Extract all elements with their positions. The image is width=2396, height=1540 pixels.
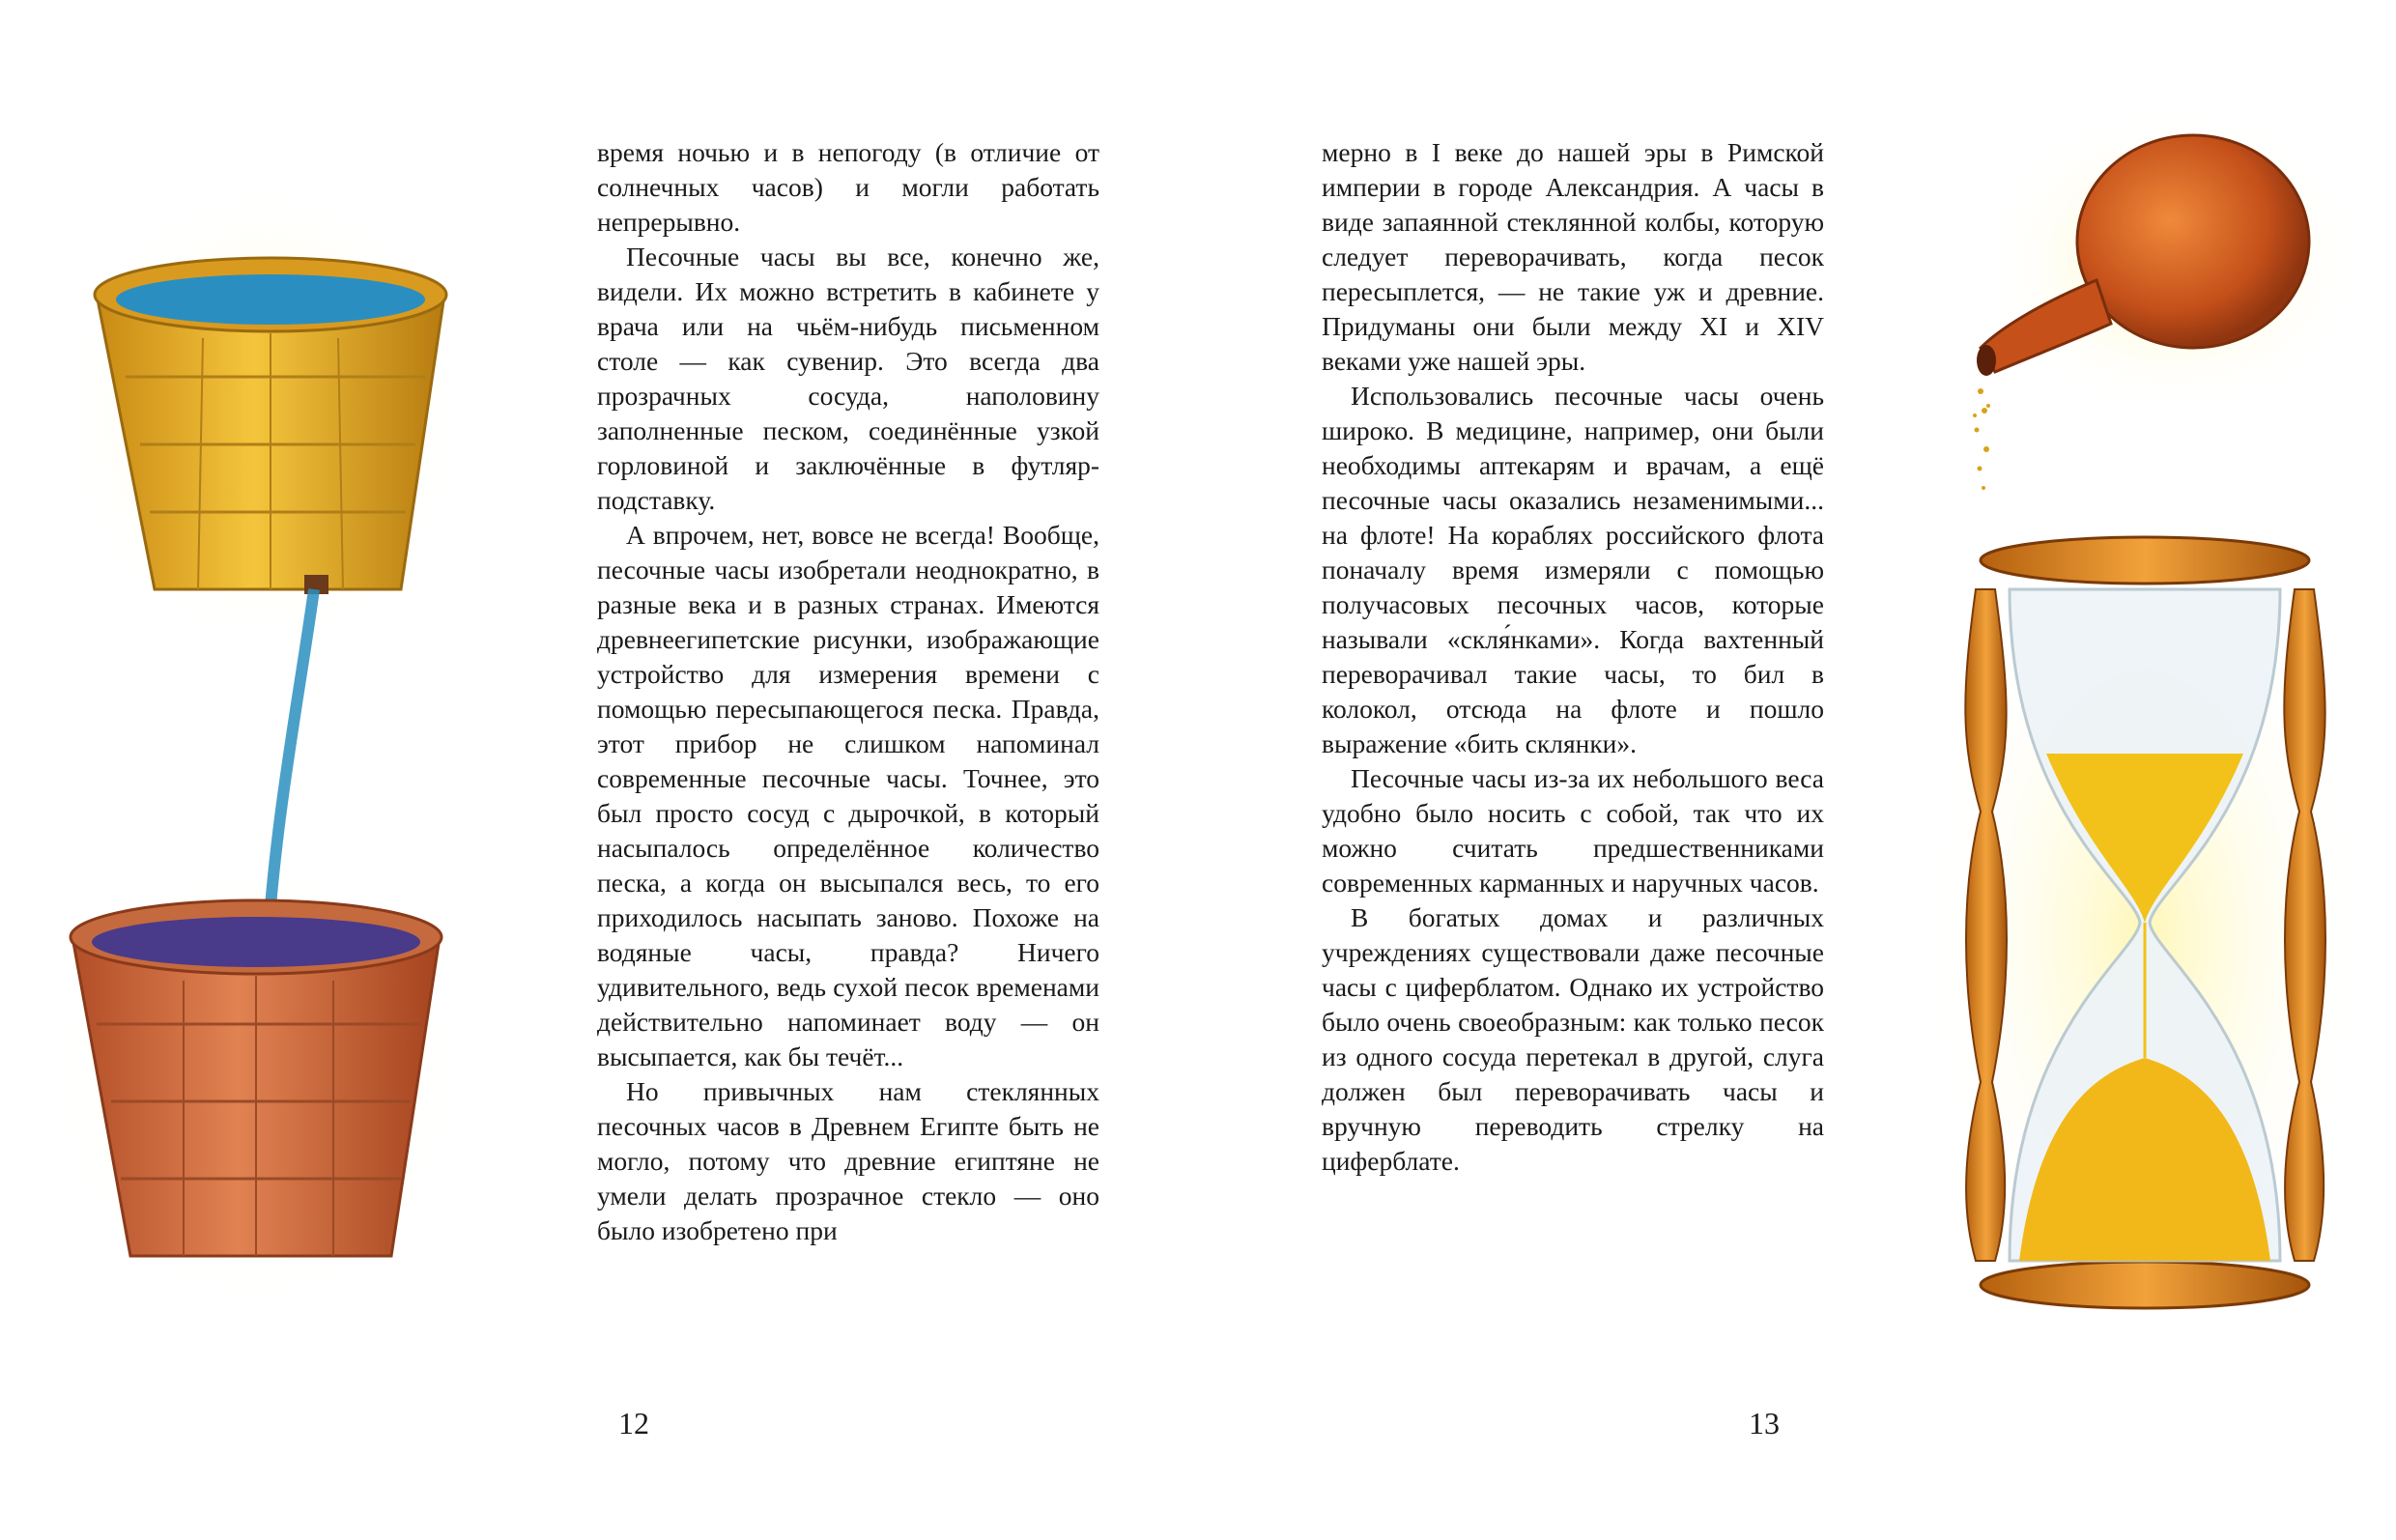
paragraph: Песочные часы из-за их небольшого веса удобно было носить с собой, так что их можно считать предшественниками современных карманных и наручных часов.: [1322, 763, 1824, 898]
paragraph: Использовались песочные часы очень широко. В медицине, например, они были необходимы аптекарям и врачам, а ещё песочные часы оказались незаменимыми... на флоте! На кораблях российского флота поначалу время измеряли с помощью получасовых песочных часов, которые называли «скля́нками». Когда вахтенный переворачивал такие часы, то бил в колокол, отсюда на флоте и пошло выражение «бить склянки».: [1322, 381, 1824, 758]
falling-sand: [1973, 388, 1990, 490]
flask-hourglass-illustration: [1903, 116, 2367, 1314]
paragraph: время ночью и в непогоду (в отличие от солнечных часов) и могли работать непрерывно.: [597, 137, 1099, 237]
water-clock-illustration: [58, 164, 473, 1304]
page-number: 12: [618, 1406, 649, 1440]
lower-water-vessel: [71, 900, 442, 1256]
upper-water-vessel: [95, 258, 446, 594]
paragraph: Но привычных нам стеклянных песочных часов в Древнем Египте быть не могло, потому что древние египтяне не умели делать прозрачное стекло — оно было изобретено при: [597, 1076, 1099, 1245]
paragraph: В богатых домах и различных учреждениях существовали даже песочные часы с циферблатом. Однако их устройство было очень своеобразным: как только песок из одного сосуда перетекал в другой, слуга должен был переворачивать часы и вручную переводить стрелку на циферблате.: [1322, 902, 1824, 1176]
paragraph: Песочные часы вы все, конечно же, видели. Их можно встретить в кабинете у врача или на чьём-нибудь письменном столе — как сувенир. Это всегда два прозрачных сосуда, наполовину заполненные песком, соединённые узкой горловиной и заключённые в футляр-подставку.: [597, 242, 1099, 515]
paragraph: А впрочем, нет, вовсе не всегда! Вообще, песочные часы изобретали неоднократно, в разные века и в разных странах. Имеются древнеегипетские рисунки, изображающие устройство для измерения времени с помощью пересыпающегося песка. Правда, этот прибор не слишком напоминал современные песочные часы. Точнее, это был просто сосуд с дырочкой, в который насыпалось определённое количество песка, а когда он высыпался весь, то его приходилось насыпать заново. Похоже на водяные часы, правда? Ничего удивительного, ведь сухой песок временами действительно напоминает воду — он высыпается, как бы течёт...: [597, 520, 1099, 1071]
paragraph: мерно в I веке до нашей эры в Римской империи в городе Александрия. А часы в виде запаянной стеклянной колбы, которую следует переворачивать, когда песок пересыплется, — не такие уж и древние. Придуманы они были между XI и XIV веками уже нашей эры.: [1322, 137, 1824, 376]
right-text-column: [1322, 135, 1824, 1179]
right-page: [1198, 0, 2396, 1540]
left-text-column: [597, 135, 1099, 1248]
page-number: 13: [1749, 1406, 1780, 1440]
